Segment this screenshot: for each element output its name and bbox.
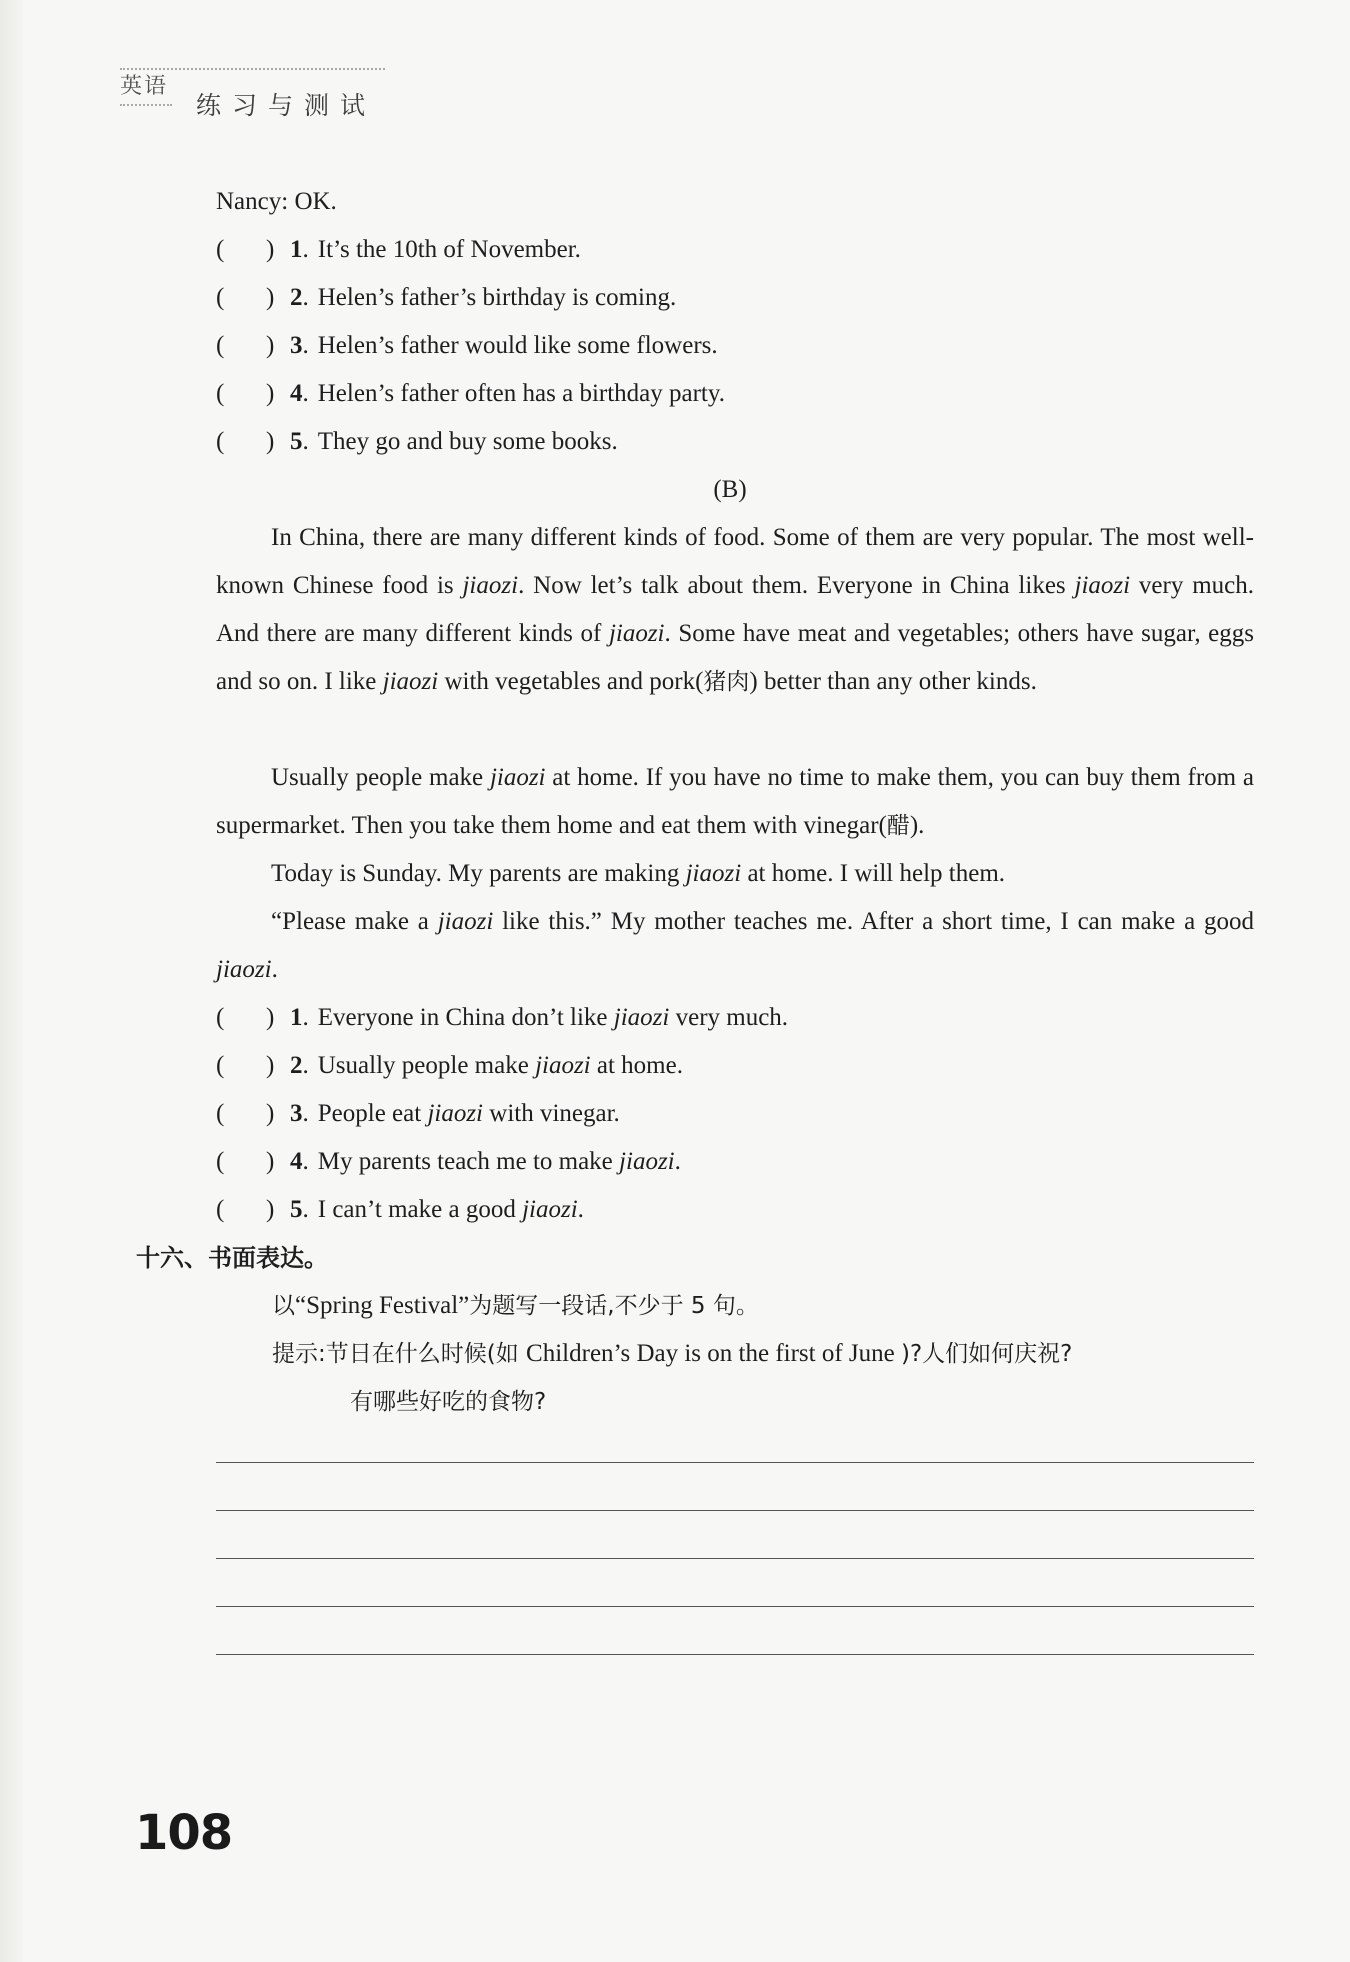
- question-text: Usually people make jiaozi at home.: [317, 1052, 683, 1079]
- answer-paren-close: ): [266, 1196, 275, 1223]
- passage-paragraph-4: “Please make a jiaozi like this.” My mother teaches me. After a short time, I can make a good jiaozi.: [216, 908, 1255, 983]
- answer-paren-close: ): [266, 380, 275, 407]
- question-a-5: ( ) 5 . They go and buy some books.: [216, 418, 1256, 466]
- writing-hint-line-2: 有哪些好吃的食物?: [350, 1389, 547, 1415]
- answer-paren-close: ): [266, 332, 275, 359]
- answer-paren-open: (: [216, 1004, 225, 1031]
- writing-answer-line[interactable]: [216, 1606, 1254, 1607]
- passage-paragraph-3: Today is Sunday. My parents are making jiaozi at home. I will help them.: [271, 860, 1006, 887]
- answer-paren-open: (: [216, 332, 225, 359]
- italic-word: jiaozi: [216, 956, 272, 983]
- answer-paren-close: ): [266, 1052, 275, 1079]
- writing-task: 以“Spring Festival”为题写一段话,不少于 5 句。: [272, 1292, 759, 1319]
- answer-paren-open: (: [216, 1052, 225, 1079]
- answer-paren-open: (: [216, 380, 225, 407]
- writing-answer-line[interactable]: [216, 1510, 1254, 1511]
- passage-paragraph-2: Usually people make jiaozi at home. If you have no time to make them, you can buy them from a supermarket. Then you take them home and eat them with vinegar(醋).: [216, 764, 1254, 839]
- question-number: 4: [290, 380, 303, 407]
- answer-paren-open: (: [216, 428, 225, 455]
- question-number: 5: [290, 1196, 303, 1223]
- question-number: 3: [290, 332, 303, 359]
- writing-answer-line[interactable]: [216, 1654, 1254, 1655]
- answer-paren-close: ): [266, 236, 275, 263]
- question-number: 1: [290, 1004, 303, 1031]
- question-a-3: ( ) 3 . Helen’s father would like some flowers.: [216, 322, 1256, 370]
- italic-word: jiaozi: [685, 860, 742, 887]
- question-text: They go and buy some books.: [317, 428, 618, 455]
- writing-answer-line[interactable]: [216, 1462, 1254, 1463]
- question-number: 5: [290, 428, 303, 455]
- section-b-label: (B): [713, 476, 747, 503]
- answer-paren-close: ): [266, 1100, 275, 1127]
- italic-word: jiaozi: [1074, 572, 1131, 599]
- question-number: 4: [290, 1148, 303, 1175]
- question-b-5: ( ) 5 . I can’t make a good jiaozi.: [216, 1186, 1256, 1234]
- question-text: Helen’s father would like some flowers.: [317, 332, 718, 359]
- answer-paren-open: (: [216, 284, 225, 311]
- answer-paren-open: (: [216, 1196, 225, 1223]
- answer-paren-close: ): [266, 1148, 275, 1175]
- header-subject: 英语: [120, 70, 172, 106]
- italic-word: jiaozi: [608, 620, 665, 647]
- answer-paren-open: (: [216, 236, 225, 263]
- page-header: [120, 60, 400, 130]
- answer-paren-close: ): [266, 428, 275, 455]
- question-text: It’s the 10th of November.: [317, 236, 581, 263]
- italic-word: jiaozi: [462, 572, 519, 599]
- page-number: 108: [135, 1805, 233, 1861]
- question-a-1: ( ) 1 . It’s the 10th of November.: [216, 226, 1256, 274]
- question-b-1: ( ) 1 . Everyone in China don’t like jiaozi very much.: [216, 994, 1256, 1042]
- answer-paren-close: ): [266, 284, 275, 311]
- question-a-2: ( ) 2 . Helen’s father’s birthday is coming.: [216, 274, 1256, 322]
- answer-paren-open: (: [216, 1148, 225, 1175]
- italic-word: jiaozi: [437, 908, 494, 935]
- question-text: Everyone in China don’t like jiaozi very much.: [317, 1004, 789, 1031]
- question-b-4: ( ) 4 . My parents teach me to make jiaozi.: [216, 1138, 1256, 1186]
- question-b-3: ( ) 3 . People eat jiaozi with vinegar.: [216, 1090, 1256, 1138]
- writing-answer-line[interactable]: [216, 1558, 1254, 1559]
- question-text: Helen’s father’s birthday is coming.: [317, 284, 677, 311]
- passage-paragraph-1: In China, there are many different kinds of food. Some of them are very popular. The most well-known Chinese food is jiaozi. Now let’s talk about them. Everyone in China likes jiaozi very much. And there are many different kinds of jiaozi. Some have meat and vegetables; others have sugar, eggs and so on. I like jiaozi with vegetables and pork(猪肉) better than any other kinds.: [216, 524, 1254, 695]
- answer-paren-open: (: [216, 1100, 225, 1127]
- italic-word: jiaozi: [489, 764, 546, 791]
- writing-hint: 提示:节日在什么时候(如 Children’s Day is on the first of June )?人们如何庆祝?: [272, 1340, 1073, 1367]
- section-heading-writing: 十六、书面表达。: [136, 1244, 328, 1272]
- question-a-4: ( ) 4 . Helen’s father often has a birthday party.: [216, 370, 1256, 418]
- question-number: 3: [290, 1100, 303, 1127]
- question-text: I can’t make a good jiaozi.: [317, 1196, 584, 1223]
- question-number: 2: [290, 1052, 303, 1079]
- question-text: Helen’s father often has a birthday party.: [317, 380, 726, 407]
- answer-paren-close: ): [266, 1004, 275, 1031]
- italic-word: jiaozi: [382, 668, 439, 695]
- question-text: My parents teach me to make jiaozi.: [317, 1148, 681, 1175]
- question-b-2: ( ) 2 . Usually people make jiaozi at home.: [216, 1042, 1256, 1090]
- page-edge: [0, 0, 22, 1962]
- question-number: 1: [290, 236, 303, 263]
- question-text: People eat jiaozi with vinegar.: [317, 1100, 620, 1127]
- dialogue-closing-line: Nancy: OK.: [216, 188, 337, 215]
- question-number: 2: [290, 284, 303, 311]
- header-title: 练习与测试: [196, 91, 377, 120]
